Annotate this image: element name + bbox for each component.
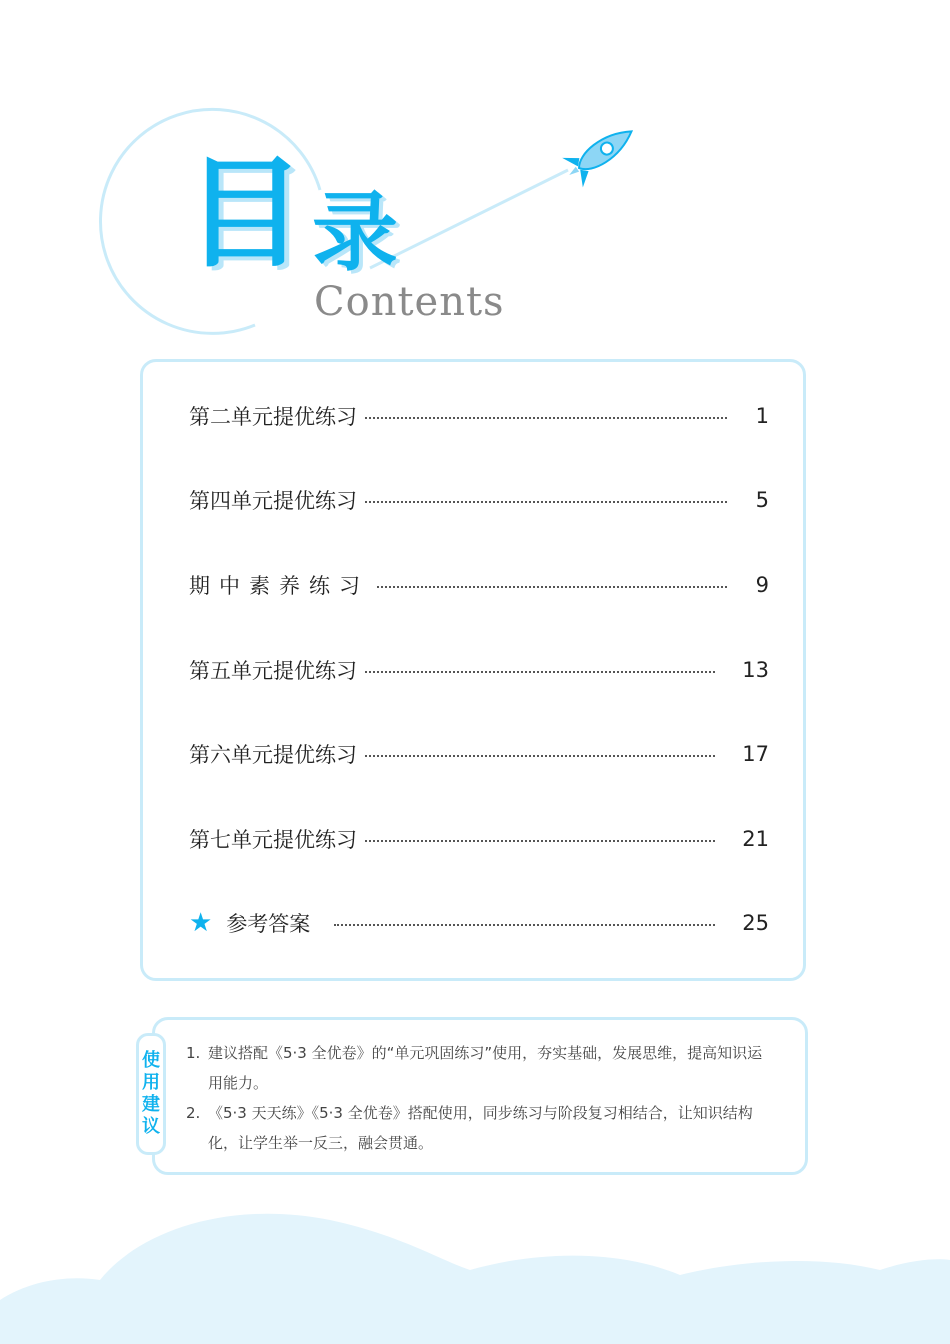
usage-item <box>186 1038 776 1098</box>
toc-entry[interactable] <box>189 650 769 690</box>
usage-tab-char: 建 <box>142 1094 160 1115</box>
toc-entry-title: 期中素养练习 <box>189 574 369 598</box>
usage-item <box>186 1098 776 1158</box>
page-title-char-1: 目 <box>185 145 305 284</box>
toc-leader-dots <box>334 924 715 926</box>
toc-entry-title: 参考答案 <box>226 912 311 936</box>
usage-item-number: 1. <box>186 1044 201 1062</box>
toc-leader-dots <box>365 671 715 673</box>
toc-entry-title: 第七单元提优练习 <box>189 828 357 852</box>
usage-item-number: 2. <box>186 1104 201 1122</box>
toc-entry[interactable] <box>189 480 769 520</box>
usage-tab-char: 议 <box>142 1116 160 1137</box>
toc-entry[interactable] <box>189 565 769 605</box>
rocket-icon <box>559 117 642 190</box>
toc-entry-title: 第二单元提优练习 <box>189 405 357 429</box>
toc-entry-answers[interactable] <box>189 903 769 943</box>
page-subtitle: Contents <box>314 279 505 325</box>
toc-entry-page: 9 <box>755 573 769 597</box>
toc-entry-title: 第五单元提优练习 <box>189 659 357 683</box>
toc-entry-page: 17 <box>742 742 769 766</box>
toc-entry[interactable] <box>189 396 769 436</box>
toc-leader-dots <box>365 501 727 503</box>
usage-item-text: 《5·3 天天练》《5·3 全优卷》搭配使用，同步练习与阶段复习相结合，让知识结构化，让学生举一反三，融会贯通。 <box>208 1104 753 1152</box>
toc-entry-page: 13 <box>742 658 769 682</box>
toc-entry-title: 第六单元提优练习 <box>189 743 357 767</box>
usage-item-text: 建议搭配《5·3 全优卷》的“单元巩固练习”使用，夯实基础，发展思维，提高知识运用能力。 <box>208 1044 763 1092</box>
usage-list <box>186 1038 776 1158</box>
usage-tab-char: 用 <box>142 1072 160 1093</box>
toc-leader-dots <box>365 417 727 419</box>
toc-entry[interactable] <box>189 819 769 859</box>
rocket-trail <box>370 170 568 268</box>
toc-entry-page: 21 <box>742 827 769 851</box>
toc-leader-dots <box>377 586 727 588</box>
usage-tab-label <box>136 1033 166 1155</box>
toc-leader-dots <box>365 755 715 757</box>
toc-entry-page: 25 <box>742 911 769 935</box>
usage-tab-char: 使 <box>142 1050 160 1071</box>
toc-entry-page: 5 <box>755 488 769 512</box>
page-title-char-2: 录 <box>312 183 398 283</box>
toc-leader-dots <box>365 840 715 842</box>
star-icon: ★ <box>189 908 213 938</box>
toc-entry-title: 第四单元提优练习 <box>189 489 357 513</box>
toc-entry-page: 1 <box>755 404 769 428</box>
toc-panel <box>140 359 806 981</box>
cloud-decoration <box>0 1190 950 1344</box>
toc-entry[interactable] <box>189 734 769 774</box>
